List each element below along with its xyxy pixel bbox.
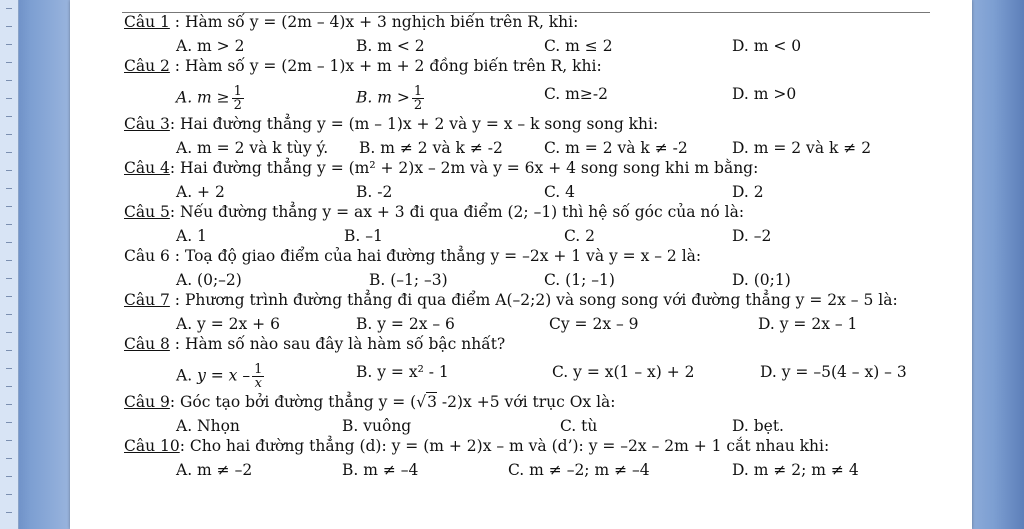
option-c: C. 2	[564, 227, 596, 245]
fraction-denominator: x	[254, 376, 262, 391]
option-d: D. bẹt.	[732, 417, 784, 435]
question-2	[124, 57, 924, 79]
sqrt-symbol: √	[416, 393, 427, 411]
question-label: Câu 5	[124, 203, 170, 221]
option-c: C. m≥-2	[544, 85, 608, 103]
fraction-numerator: 1	[233, 84, 242, 99]
option-b: B. vuông	[342, 417, 412, 435]
option-d: D. (0;1)	[732, 271, 791, 289]
ruler-tick	[6, 422, 12, 423]
option-c: C. m ≠ –2; m ≠ –4	[508, 461, 650, 479]
question-text: : Hai đường thẳng y = (m – 1)x + 2 và y = x – k song song khi:	[169, 115, 659, 133]
fraction-numerator: 1	[254, 362, 263, 377]
fraction	[412, 85, 424, 112]
option-a: A. m = 2 và k tùy ý.	[176, 139, 329, 157]
question-text: : Phương trình đường thẳng đi qua điểm A(–2;2) và song song với đường thẳng y = 2x – 5 là:	[169, 291, 898, 309]
question-label: Câu 9	[124, 393, 170, 411]
option-d: D. m >0	[732, 85, 797, 103]
option-a: A. Nhọn	[176, 417, 240, 435]
fraction	[232, 85, 244, 112]
option-d: D. y = –5(4 – x) – 3	[760, 363, 907, 381]
ruler-tick	[6, 80, 12, 81]
ruler-tick	[6, 242, 12, 243]
fraction-denominator: 2	[233, 98, 242, 113]
ruler-tick	[6, 350, 12, 351]
ruler-tick	[6, 368, 12, 369]
option-b: B. –1	[344, 227, 383, 245]
option-d: D. m ≠ 2; m ≠ 4	[732, 461, 859, 479]
question-label: Câu 10	[124, 437, 180, 455]
sqrt-radicand: 3	[427, 393, 437, 411]
fraction-numerator: 1	[413, 84, 423, 99]
options-4	[124, 181, 924, 203]
question-label: Câu 8	[124, 335, 170, 353]
ruler-tick	[6, 458, 12, 459]
fraction	[252, 363, 264, 390]
question-text-start: : Góc tạo bởi đường thẳng y = (	[169, 393, 417, 411]
ruler-tick	[6, 62, 12, 63]
option-a	[176, 85, 246, 112]
question-label: Câu 3	[124, 115, 170, 133]
question-label: Câu 7	[124, 291, 170, 309]
ruler-tick	[6, 134, 12, 135]
ruler-tick	[6, 512, 12, 513]
option-a-expression: y = x –	[197, 366, 251, 385]
option-b	[356, 85, 426, 112]
option-c: C. tù	[560, 417, 598, 435]
option-a-text: A. m ≥	[176, 88, 230, 107]
question-text: : Toạ độ giao điểm của hai đường thẳng y = –2x + 1 và y = x – 2 là:	[169, 247, 702, 265]
option-d: D. m < 0	[732, 37, 802, 55]
question-text: : Cho hai đường thẳng (d): y = (m + 2)x – m và (d’): y = –2x – 2m + 1 cắt nhau khi:	[179, 437, 830, 455]
question-label: Câu 2	[124, 57, 170, 75]
option-d: D. –2	[732, 227, 772, 245]
option-a: A. (0;–2)	[176, 271, 242, 289]
options-7	[124, 313, 924, 335]
ruler-tick	[6, 206, 12, 207]
option-a: A. + 2	[176, 183, 225, 201]
options-5	[124, 225, 924, 247]
ruler-tick	[6, 440, 12, 441]
ruler-tick	[6, 8, 12, 9]
ruler-tick	[6, 314, 12, 315]
option-b: B. m ≠ –4	[342, 461, 419, 479]
options-6	[124, 269, 924, 291]
ruler-tick	[6, 188, 12, 189]
option-c: C. (1; –1)	[544, 271, 615, 289]
ruler-tick	[6, 26, 12, 27]
ruler-tick	[6, 332, 12, 333]
question-text: : Nếu đường thẳng y = ax + 3 đi qua điểm (2; –1) thì hệ số góc của nó là:	[169, 203, 745, 221]
option-c: C. y = x(1 – x) + 2	[552, 363, 695, 381]
vertical-ruler	[0, 0, 19, 529]
option-c: C. m = 2 và k ≠ -2	[544, 139, 688, 157]
question-text: : Hàm số nào sau đây là hàm số bậc nhất?	[169, 335, 506, 353]
option-a-letter: A.	[176, 366, 193, 385]
question-label: Câu 6	[124, 247, 170, 265]
question-label: Câu 4	[124, 159, 170, 177]
question-text: : Hàm số y = (2m – 1)x + m + 2 đồng biến trên R, khi:	[169, 57, 602, 75]
option-d: D. 2	[732, 183, 764, 201]
question-7	[124, 291, 924, 313]
option-a: A. 1	[176, 227, 207, 245]
question-3	[124, 115, 924, 137]
ruler-tick	[6, 170, 12, 171]
option-c: C. m ≤ 2	[544, 37, 613, 55]
question-5	[124, 203, 924, 225]
ruler-tick	[6, 296, 12, 297]
fraction-denominator: 2	[413, 98, 423, 113]
options-9	[124, 415, 924, 437]
question-9	[124, 393, 924, 415]
question-text: : Hai đường thẳng y = (m² + 2)x – 2m và y = 6x + 4 song song khi m bằng:	[169, 159, 759, 177]
option-a: A. m ≠ –2	[176, 461, 253, 479]
question-8	[124, 335, 924, 357]
options-8	[124, 357, 924, 393]
options-1	[124, 35, 924, 57]
question-text-end: -2)x +5 với trục Ox là:	[436, 393, 616, 411]
option-b: B. (–1; –3)	[369, 271, 448, 289]
ruler-tick	[6, 44, 12, 45]
option-d: D. y = 2x – 1	[758, 315, 858, 333]
ruler-tick	[6, 476, 12, 477]
question-4	[124, 159, 924, 181]
options-10	[124, 459, 924, 481]
question-6	[124, 247, 924, 269]
option-a: A. y = 2x + 6	[176, 315, 280, 333]
ruler-tick	[6, 152, 12, 153]
option-d: D. m = 2 và k ≠ 2	[732, 139, 872, 157]
question-1	[124, 13, 924, 35]
options-3	[124, 137, 924, 159]
question-label: Câu 1	[124, 13, 170, 31]
ruler-tick	[6, 224, 12, 225]
option-b: B. -2	[356, 183, 393, 201]
option-b: B. m < 2	[356, 37, 425, 55]
option-a: A. m > 2	[176, 37, 245, 55]
ruler-tick	[6, 260, 12, 261]
ruler-tick	[6, 386, 12, 387]
option-b: B. y = x² - 1	[356, 363, 449, 381]
exam-content	[124, 13, 924, 481]
option-b: B. m ≠ 2 và k ≠ -2	[359, 139, 503, 157]
ruler-tick	[6, 494, 12, 495]
option-b: B. y = 2x – 6	[356, 315, 455, 333]
ruler-tick	[6, 98, 12, 99]
options-2	[124, 79, 924, 115]
option-b-text: B. m >	[356, 88, 410, 107]
option-c: C. 4	[544, 183, 576, 201]
question-10	[124, 437, 924, 459]
option-a	[176, 363, 266, 390]
ruler-tick	[6, 278, 12, 279]
ruler-tick	[6, 404, 12, 405]
question-text: : Hàm số y = (2m – 4)x + 3 nghịch biến trên R, khi:	[169, 13, 579, 31]
option-c: Cy = 2x – 9	[549, 315, 639, 333]
ruler-tick	[6, 116, 12, 117]
